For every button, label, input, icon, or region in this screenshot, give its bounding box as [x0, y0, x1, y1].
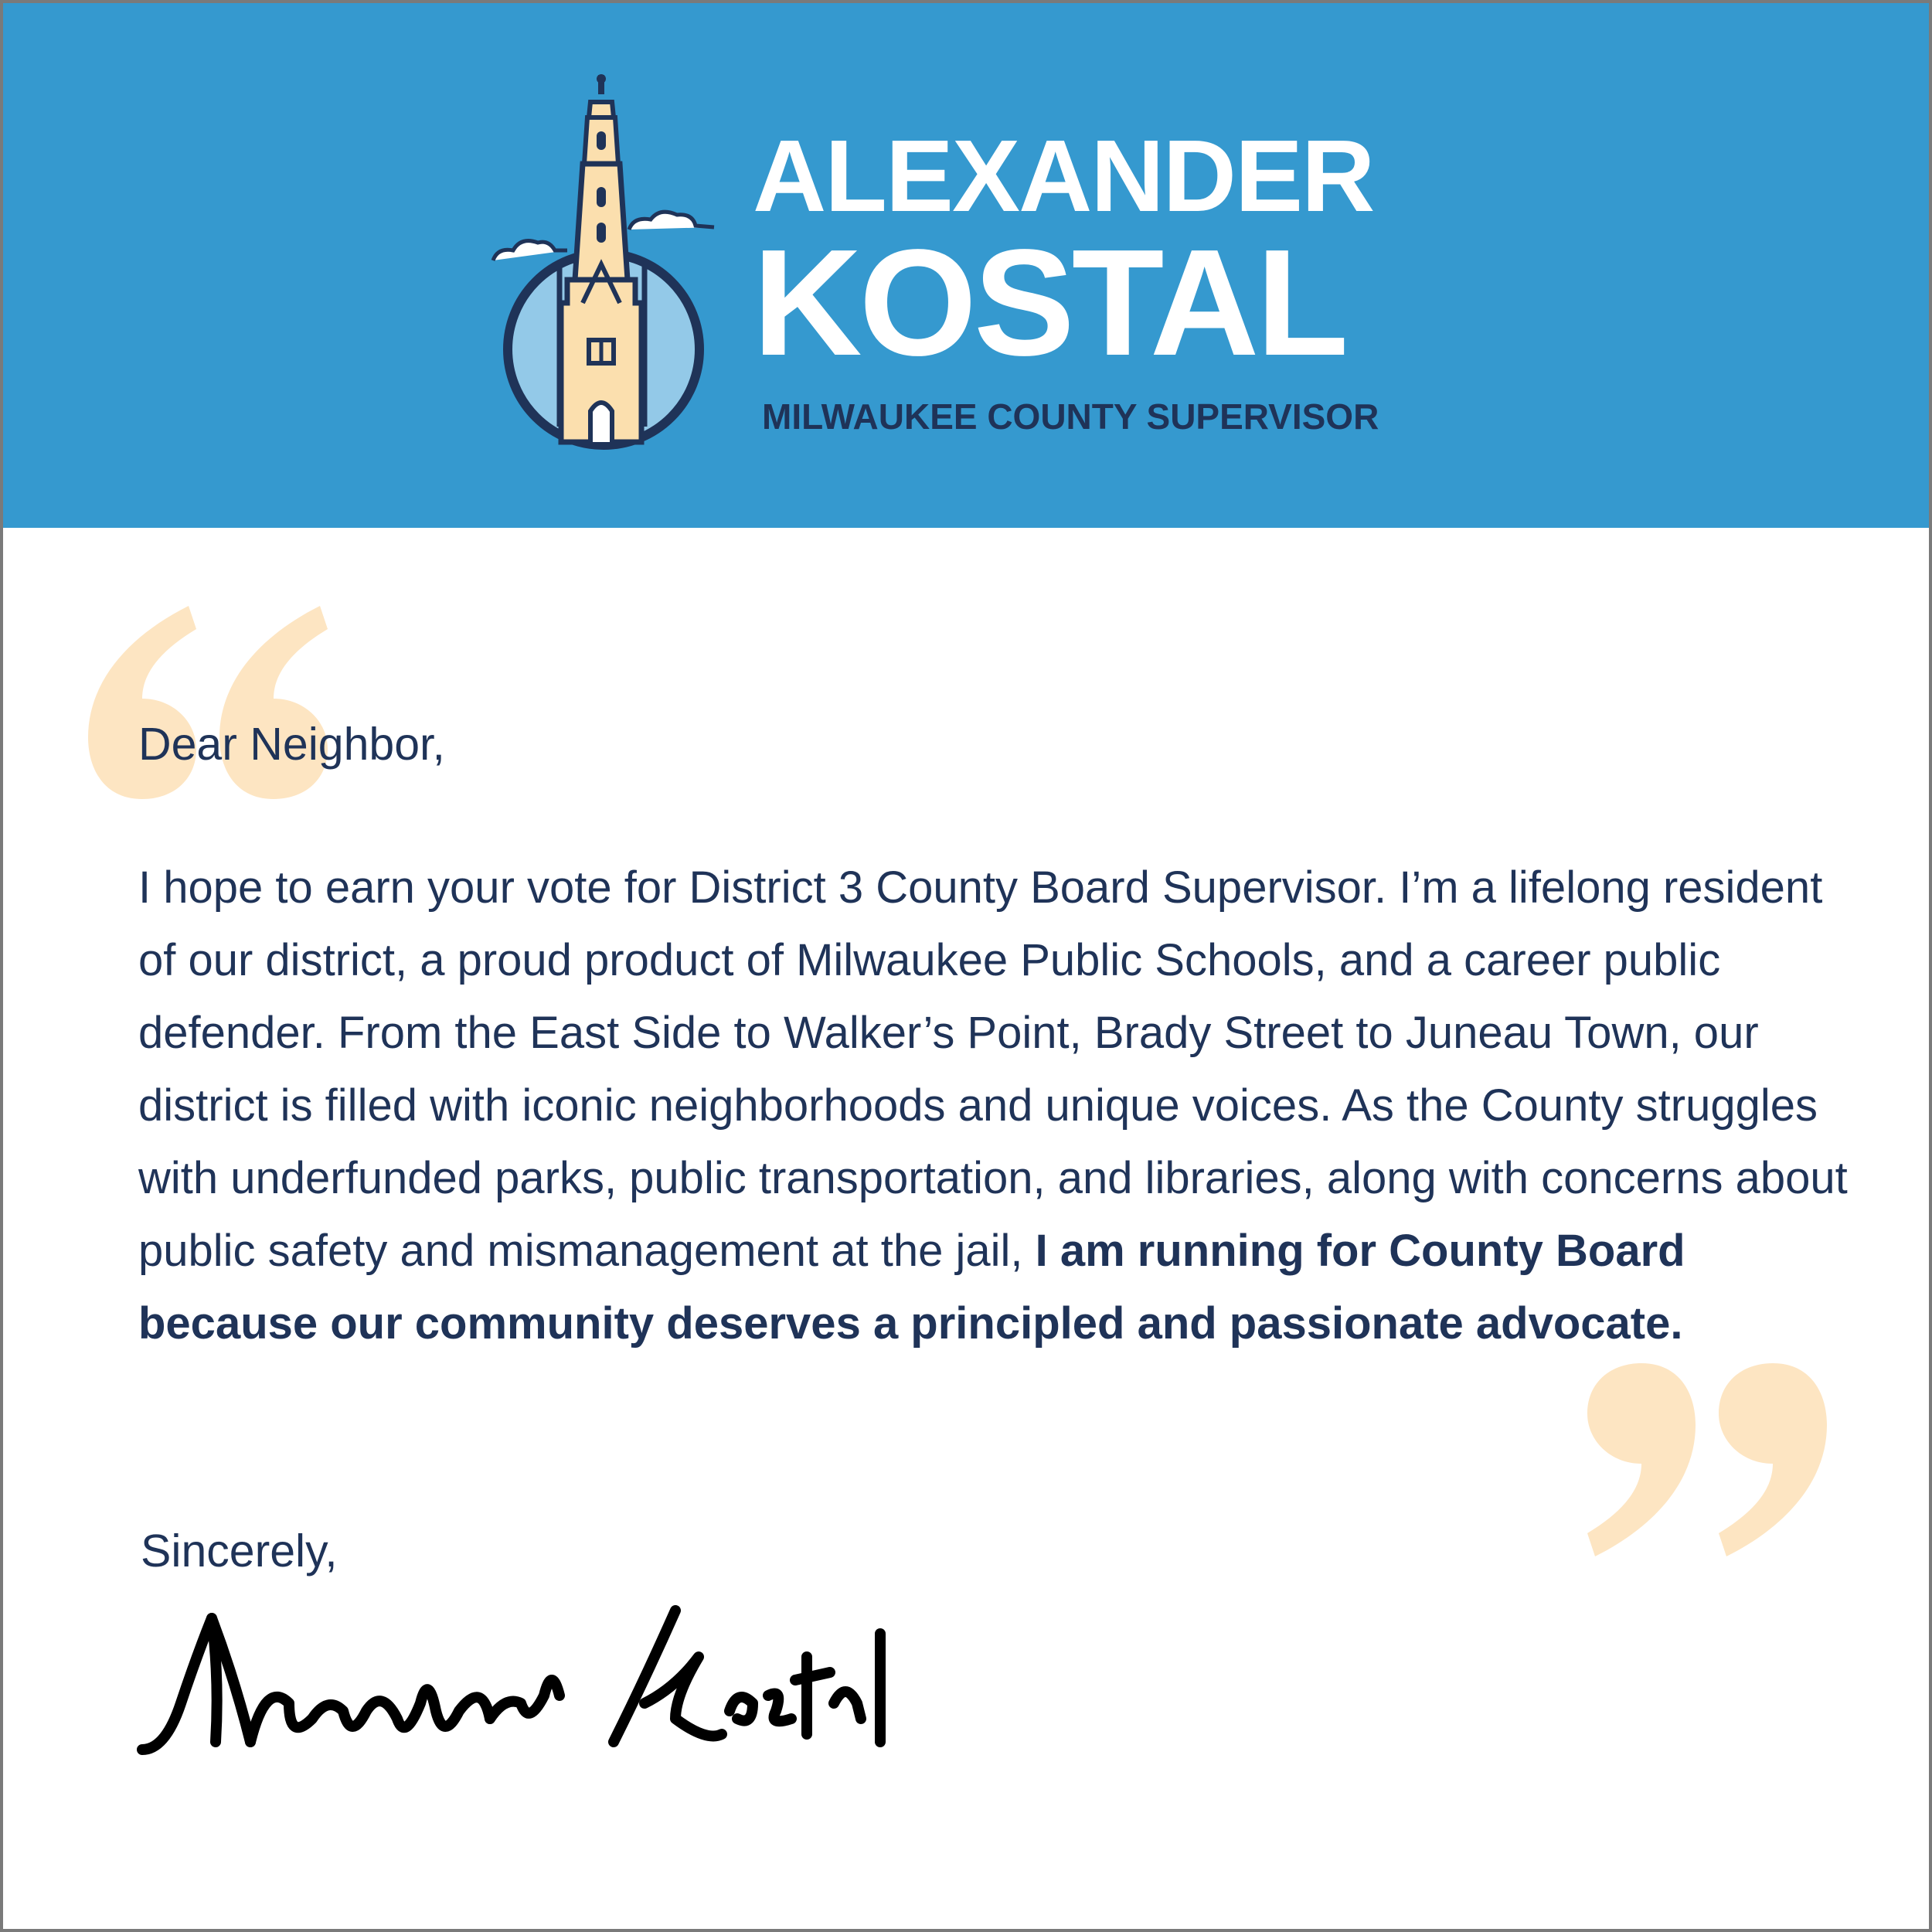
water-tower-logo-icon — [490, 71, 737, 457]
candidate-last-name: KOSTAL — [753, 218, 1346, 387]
campaign-header — [3, 3, 1929, 528]
letter-greeting: Dear Neighbor, — [138, 719, 445, 770]
candidate-office-subtitle: MILWAUKEE COUNTY SUPERVISOR — [762, 396, 1379, 437]
letter-body-text: I hope to earn your vote for District 3 County Board Supervisor. I’m a lifelong resident of our district, a proud product of Milwaukee Public Schools, and a career public defender. From the East Side to Walker’s Point, Brady Street to Juneau Town, our district is filled with iconic neighborhoods and unique voices. As the County struggles with underfunded parks, public transportation, and libraries, along with concerns about public safety and mismanagement at the jail, — [138, 862, 1848, 1276]
handwritten-signature — [134, 1587, 892, 1788]
letter-body-emphasis: I am running for County Board because our community deserves a principled and passionate advocate. — [138, 1226, 1685, 1349]
letter-body — [138, 852, 1869, 1360]
letter-closing: Sincerely, — [141, 1526, 338, 1577]
close-quote-icon — [1587, 1363, 1842, 1564]
candidate-first-name: ALEXANDER — [753, 119, 1374, 233]
